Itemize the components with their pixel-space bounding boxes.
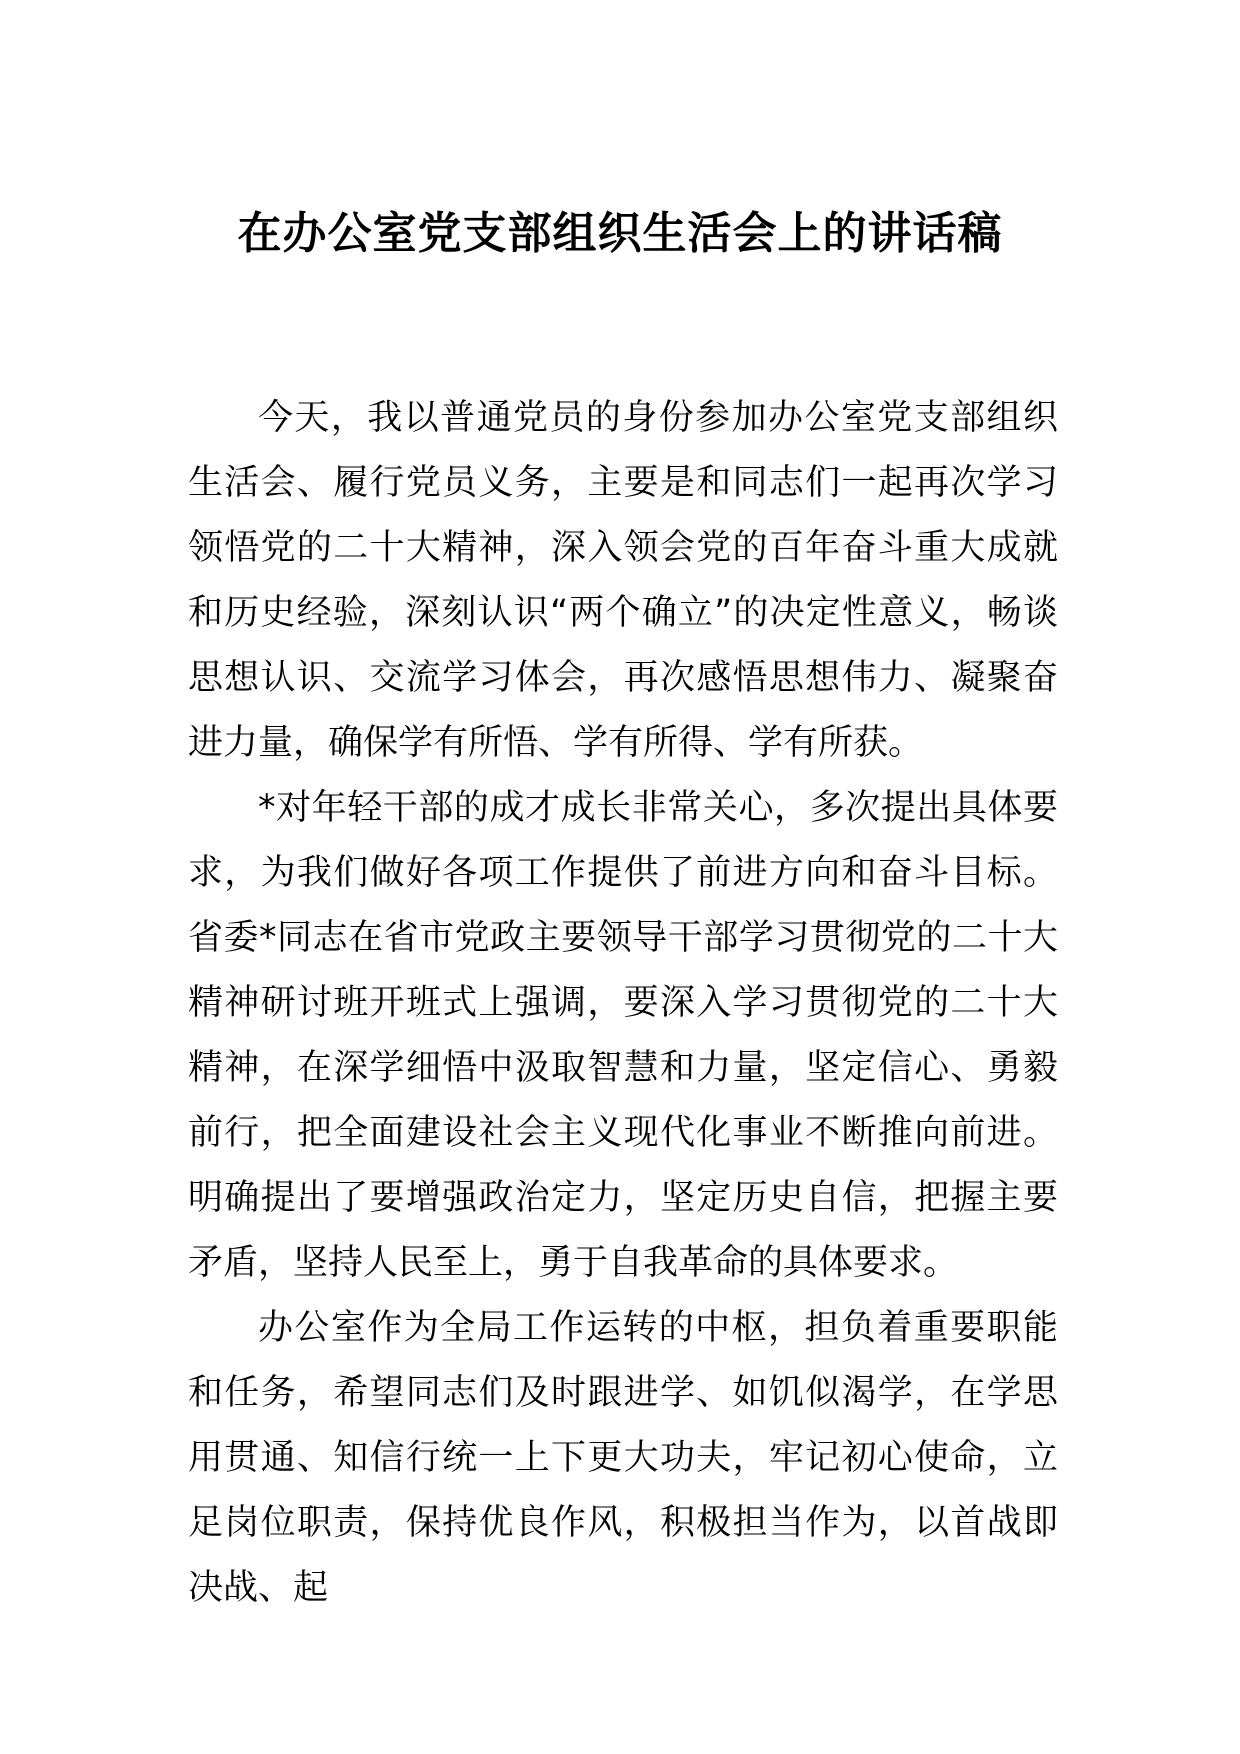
paragraph-1: 今天，我以普通党员的身份参加办公室党支部组织生活会、履行党员义务，主要是和同志们一起再次学习领悟党的二十大精神，深入领会党的百年奋斗重大成就和历史经验，深刻认识“两个确立”的决定性意义，畅谈思想认识、交流学习体会，再次感悟思想伟力、凝聚奋进力量，确保学有所悟、学有所得、学有所获。 [188,398,1058,763]
paragraph-3: 办公室作为全局工作运转的中枢，担负着重要职能和任务，希望同志们及时跟进学、如饥似渴学，在学思用贯通、知信行统一上下更大功夫，牢记初心使命，立足岗位职责，保持优良作风，积极担当作为，以首战即决战、起 [188,1308,1058,1608]
document-body [188,386,1058,1621]
paragraph-2: *对年轻干部的成才成长非常关心，多次提出具体要求，为我们做好各项工作提供了前进方向和奋斗目标。省委*同志在省市党政主要领导干部学习贯彻党的二十大精神研讨班开班式上强调，要深入学习贯彻党的二十大精神，在深学细悟中汲取智慧和力量，坚定信心、勇毅前行，把全面建设社会主义现代化事业不断推向前进。明确提出了要增强政治定力，坚定历史自信，把握主要矛盾，坚持人民至上，勇于自我革命的具体要求。 [188,788,1058,1283]
document-title: 在办公室党支部组织生活会上的讲话稿 [237,208,1003,259]
